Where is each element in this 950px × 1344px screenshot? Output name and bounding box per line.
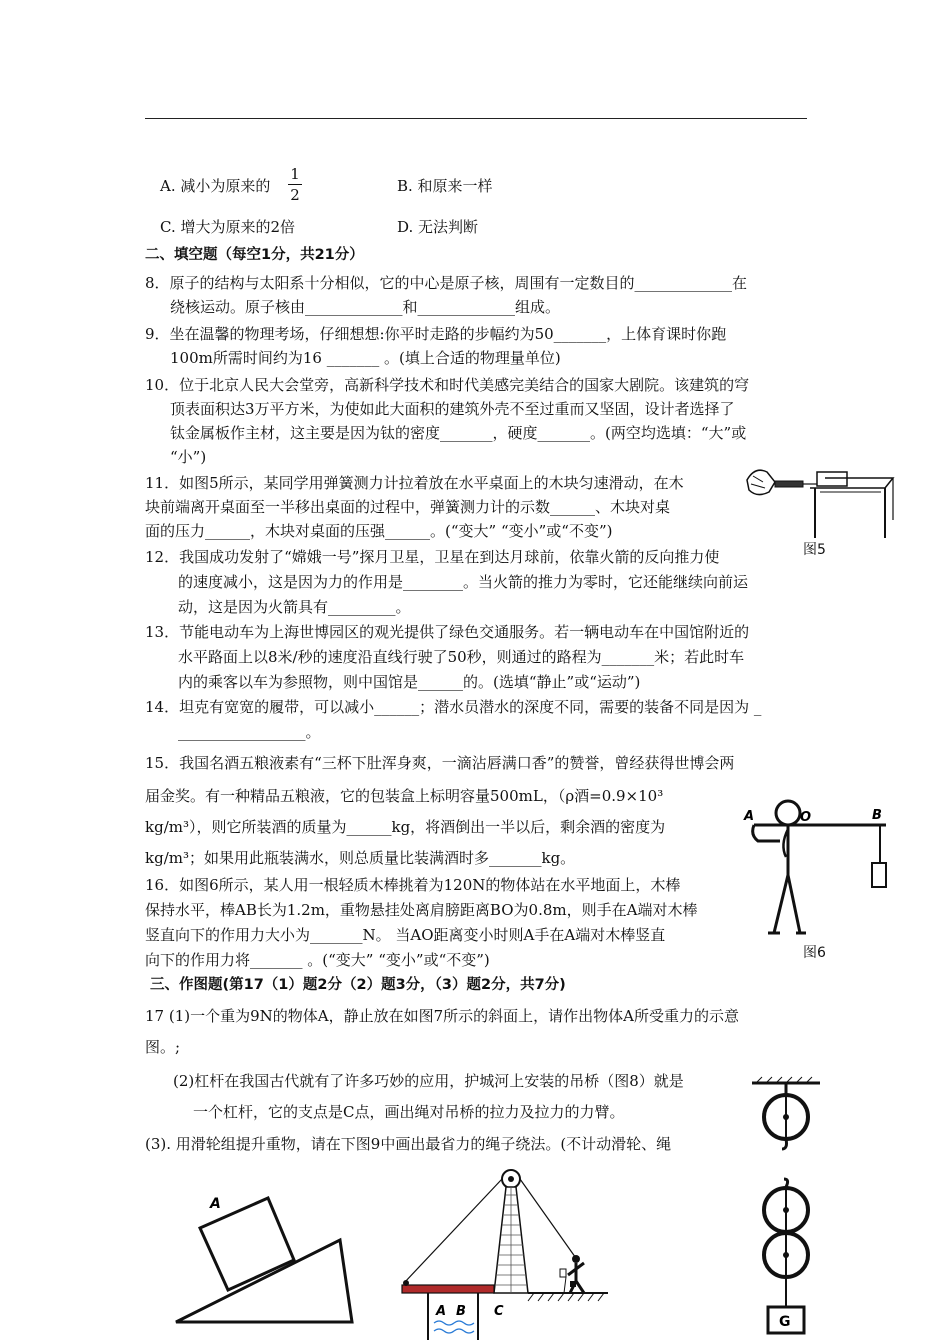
q17-line-4: 一个杠杆，它的支点是C点，画出绳对吊桥的拉力及拉力的力臂。 (193, 1103, 625, 1121)
q16-line-3: 竖直向下的作用力大小为_______N。 当AO距离变小时则A手在A端对木棒竖直 (145, 926, 666, 944)
q13-line-3: 内的乘客以车为参照物，则中国馆是______的。(选填“静止”或“运动”) (178, 673, 641, 691)
q10-line-4: “小”) (170, 448, 207, 466)
q10-line-3: 钛金属板作主材，这主要是因为钛的密度_______，硬度_______。(两空均选填：“大”或 (170, 424, 747, 442)
figure-8-drawbridge (398, 1165, 618, 1340)
q12-line-2: 的速度减小，这是因为力的作用是________。当火箭的推力为零时，它还能继续向前运 (178, 573, 749, 591)
fraction-one-half (288, 165, 302, 204)
q15-line-4: kg/m³；如果用此瓶装满水，则总质量比装满酒时多_______kg。 (145, 849, 576, 867)
q9-line-2: 100m所需时间约为16 _______ 。(填上合适的物理量单位) (170, 349, 561, 367)
q13-line-1: 13．节能电动车为上海世博园区的观光提供了绿色交通服务。若一辆电动车在中国馆附近的 (145, 623, 750, 641)
fig7-label-a: A (210, 1196, 221, 1212)
q14-line-1: 14．坦克有宽宽的履带，可以减小______；潜水员潜水的深度不同，需要的装备不同是因为 _ (145, 698, 762, 716)
q12-line-1: 12．我国成功发射了“嫦娥一号”探月卫星，卫星在到达月球前，依靠火箭的反向推力使 (145, 548, 720, 566)
q16-line-2: 保持水平，棒AB长为1.2m，重物悬挂处离肩膀距离BO为0.8m，则手在A端对木棒 (145, 901, 698, 919)
q17-line-3: (2)杠杆在我国古代就有了许多巧妙的应用，护城河上安装的吊桥（图8）就是 (173, 1072, 684, 1090)
option-c: C. 增大为原来的2倍 (160, 218, 296, 236)
fig9-label-g: G (779, 1314, 791, 1330)
figure-7-incline (170, 1190, 370, 1330)
figure-5-spring-scale (745, 460, 895, 540)
option-d: D. 无法判断 (397, 218, 479, 236)
figure-5-caption: 图5 (803, 542, 826, 558)
fraction-denominator: 2 (290, 186, 300, 204)
q15-line-2: 届金奖。有一种精品五粮液，它的包装盒上标明容量500mL，（ρ酒=0.9×10³ (145, 787, 664, 805)
figure-6-caption: 图6 (803, 945, 826, 961)
q9-line-1: 9．坐在温馨的物理考场，仔细想想:你平时走路的步幅约为50_______，上体育课时你跑 (145, 325, 727, 343)
figure-6-lever-person (740, 795, 900, 945)
q11-line-1: 11．如图5所示，某同学用弹簧测力计拉着放在水平桌面上的木块匀速滑动，在木 (145, 474, 684, 492)
section-2-heading: 二、填空题（每空1分，共21分） (145, 247, 364, 263)
header-rule (145, 118, 807, 119)
option-a: A. 减小为原来的 (160, 177, 271, 195)
fig8-label-a: A (436, 1304, 447, 1319)
q13-line-2: 水平路面上以8米/秒的速度沿直线行驶了50秒，则通过的路程为_______米；若此时车 (178, 648, 745, 666)
q8-line-2: 绕核运动。原子核由_____________和_____________组成。 (170, 298, 561, 316)
section-3-heading: 三、作图题(第17（1）题2分（2）题3分，（3）题2分，共7分) (150, 977, 566, 993)
q17-line-1: 17 (1)一个重为9N的物体A，静止放在如图7所示的斜面上，请作出物体A所受重力的示意 (145, 1007, 739, 1025)
fig6-label-b: B (872, 808, 882, 823)
fraction-numerator: 1 (290, 165, 300, 183)
q10-line-1: 10．位于北京人民大会堂旁，高新科学技术和时代美感完美结合的国家大剧院。该建筑的穹 (145, 376, 750, 394)
q10-line-2: 顶表面积达3万平方米，为使如此大面积的建筑外壳不至过重而又坚固，设计者选择了 (170, 400, 735, 418)
fig8-label-b: B (456, 1304, 466, 1319)
q15-line-3: kg/m³），则它所装酒的质量为______kg，将酒倒出一半以后，剩余酒的密度为 (145, 818, 666, 836)
q16-line-1: 16．如图6所示，某人用一根轻质木棒挑着为120N的物体站在水平地面上，木棒 (145, 876, 681, 894)
q12-line-3: 动，这是因为火箭具有_________。 (178, 598, 411, 616)
q11-line-2: 块前端离开桌面至一半移出桌面的过程中，弹簧测力计的示数______、木块对桌 (145, 498, 671, 516)
fig6-label-o: O (800, 810, 812, 825)
fig6-label-a: A (744, 809, 755, 824)
q17-line-5: (3). 用滑轮组提升重物，请在下图9中画出最省力的绳子绕法。(不计动滑轮、绳 (145, 1135, 672, 1153)
q14-line-2: _________________。 (178, 723, 321, 741)
q15-line-1: 15．我国名酒五粮液素有“三杯下肚浑身爽，一滴沾唇满口香”的赞誉，曾经获得世博会两 (145, 754, 735, 772)
q16-line-4: 向下的作用力将_______ 。(“变大” “变小”或“不变”) (145, 951, 490, 969)
option-b: B. 和原来一样 (397, 177, 493, 195)
q17-line-2: 图。; (145, 1038, 181, 1056)
fig8-label-c: C (494, 1304, 504, 1319)
q11-line-3: 面的压力______，木块对桌面的压强______。(“变大” “变小”或“不变”) (145, 522, 613, 540)
figure-9-pulley-system (748, 1075, 828, 1343)
q8-line-1: 8．原子的结构与太阳系十分相似，它的中心是原子核，周围有一定数目的_____________在 (145, 274, 748, 292)
